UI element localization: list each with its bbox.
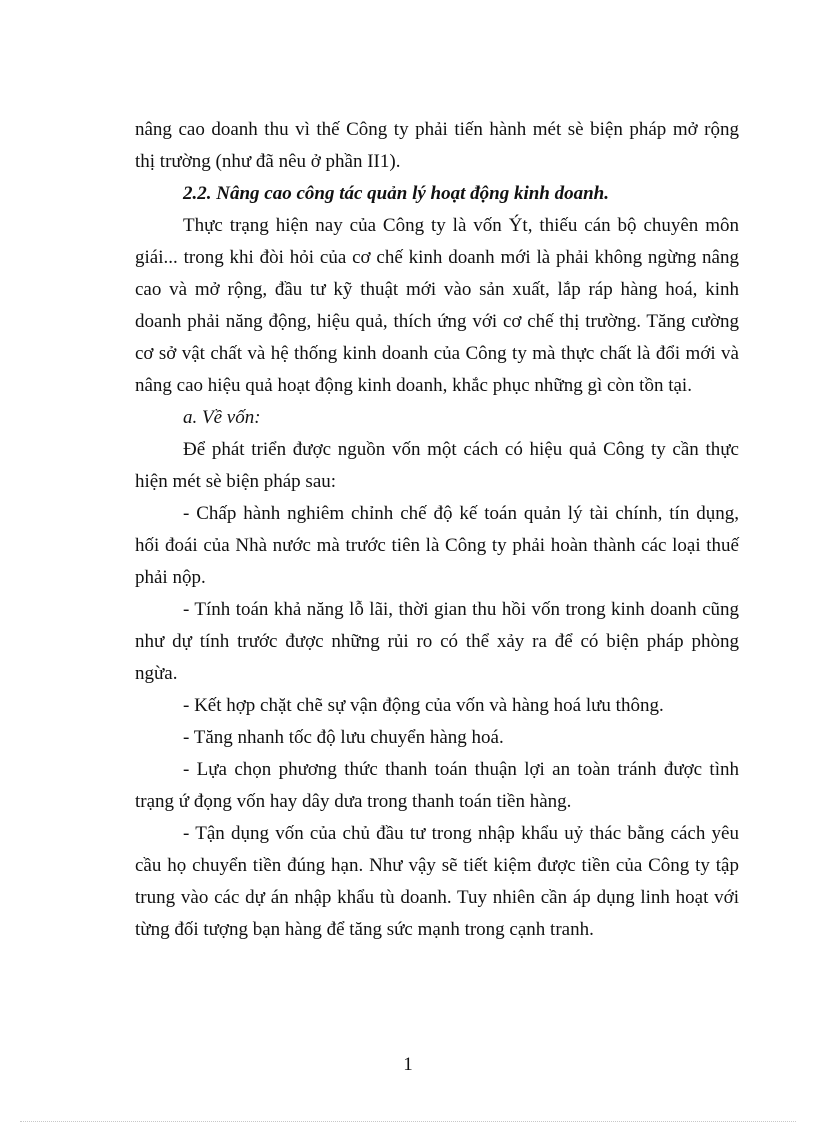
text-line: giái... trong khi đòi hỏi của cơ chế kinh doanh mới là phải không ngừng nâng xyxy=(135,247,739,268)
text-line: doanh phải năng động, hiệu quả, thích ứng với cơ chế thị trường. Tăng cường xyxy=(135,311,739,332)
document-body xyxy=(135,114,739,946)
text-line: phải nộp. xyxy=(135,567,206,588)
text-line: - Lựa chọn phương thức thanh toán thuận lợi an toàn tránh được tình xyxy=(183,759,739,780)
page-number: 1 xyxy=(403,1054,413,1075)
subsection-heading: a. Về vốn: xyxy=(183,407,261,428)
text-line: cao và mở rộng, đầu tư kỹ thuật mới vào sản xuất, lắp ráp hàng hoá, kinh xyxy=(135,279,739,300)
text-line: như dự tính trước được những rủi ro có thể xảy ra để có biện pháp phòng xyxy=(135,631,739,652)
text-line: - Tính toán khả năng lỗ lãi, thời gian thu hồi vốn trong kinh doanh cũng xyxy=(183,599,739,620)
page-bottom-divider xyxy=(20,1121,796,1122)
text-line: trung vào các dự án nhập khẩu tù doanh. Tuy nhiên cần áp dụng linh hoạt với xyxy=(135,887,739,908)
text-line: trạng ứ đọng vốn hay dây dưa trong thanh toán tiền hàng. xyxy=(135,791,572,812)
text-line: Để phát triển được nguồn vốn một cách có hiệu quả Công ty cần thực xyxy=(183,439,739,460)
text-line: - Tận dụng vốn của chủ đầu tư trong nhập khẩu uỷ thác bằng cách yêu xyxy=(183,823,739,844)
text-line: - Chấp hành nghiêm chỉnh chế độ kế toán quản lý tài chính, tín dụng, xyxy=(183,503,739,524)
text-line: cơ sở vật chất và hệ thống kinh doanh của Công ty mà thực chất là đổi mới và xyxy=(135,343,739,364)
text-line: hối đoái của Nhà nước mà trước tiên là Công ty phải hoàn thành các loại thuế xyxy=(135,535,739,556)
text-line: nâng cao doanh thu vì thế Công ty phải tiến hành mét sè biện pháp mở rộng xyxy=(135,119,739,140)
text-line: cầu họ chuyển tiền đúng hạn. Như vậy sẽ tiết kiệm được tiền của Công ty tập xyxy=(135,855,739,876)
text-line: hiện mét sè biện pháp sau: xyxy=(135,471,337,492)
text-line: Thực trạng hiện nay của Công ty là vốn Ýt, thiếu cán bộ chuyên môn xyxy=(183,215,739,236)
text-line: - Tăng nhanh tốc độ lưu chuyển hàng hoá. xyxy=(183,727,504,748)
text-line: ngừa. xyxy=(135,663,178,684)
text-line: nâng cao hiệu quả hoạt động kinh doanh, khắc phục những gì còn tồn tại. xyxy=(135,375,692,396)
text-line: thị trường (như đã nêu ở phần II1). xyxy=(135,151,401,172)
section-heading: 2.2. Nâng cao công tác quản lý hoạt động kinh doanh. xyxy=(183,183,609,204)
text-line: từng đối tượng bạn hàng để tăng sức mạnh trong cạnh tranh. xyxy=(135,919,594,940)
text-line: - Kết hợp chặt chẽ sự vận động của vốn và hàng hoá lưu thông. xyxy=(183,695,664,716)
